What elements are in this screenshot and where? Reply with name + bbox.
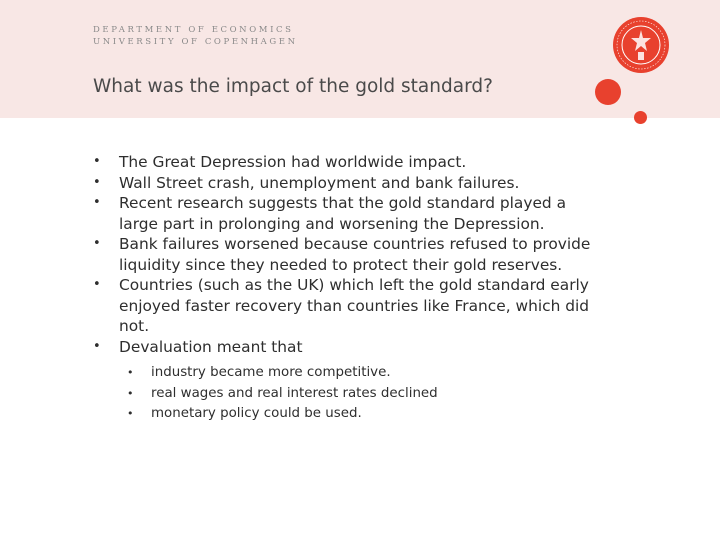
department-name [93,24,298,48]
slide-body [93,152,603,425]
sub-bullet-text: industry became more competitive. [151,365,391,380]
bullet-item [93,173,603,194]
bullet-list [93,152,603,425]
sub-bullet-item [127,404,603,425]
header-band [0,0,720,118]
bullet-item [93,193,603,234]
department-line: DEPARTMENT OF ECONOMICS [93,25,294,35]
bullet-text: The Great Depression had worldwide impact. [119,153,467,171]
bullet-item [93,152,603,173]
bullet-text: Recent research suggests that the gold standard played a large part in prolonging and worsening the Depression. [119,194,567,233]
bullet-item [93,275,603,337]
university-seal-icon [612,16,670,74]
bullet-icon: • [93,338,101,354]
bullet-item [93,337,603,425]
sub-bullet-icon: • [127,386,134,400]
sub-bullet-item [127,363,603,384]
bullet-text: Wall Street crash, unemployment and bank failures. [119,173,520,192]
accent-dot-large [595,79,621,105]
bullet-text: Countries (such as the UK) which left the gold standard early enjoyed faster recovery than countries like France, which did not. [119,276,590,335]
bullet-icon: • [93,277,101,292]
sub-bullet-list [119,363,603,425]
sub-bullet-icon: • [127,407,134,420]
sub-bullet-text: monetary policy could be used. [151,406,362,421]
bullet-text: Bank failures worsened because countries refused to provide liquidity since they needed to protect their gold reserves. [119,235,591,274]
bullet-icon: • [93,174,101,190]
sub-bullet-icon: • [127,366,134,379]
bullet-icon: • [93,236,101,251]
bullet-item [93,234,603,275]
sub-bullet-text: real wages and real interest rates declined [151,385,438,401]
bullet-icon: • [93,154,101,169]
bullet-text: Devaluation meant that [119,337,303,356]
university-line: UNIVERSITY OF COPENHAGEN [93,37,298,47]
bullet-icon: • [93,195,101,210]
sub-bullet-item [127,384,603,405]
slide-title: What was the impact of the gold standard? [93,76,493,97]
accent-dot-small [634,111,647,124]
